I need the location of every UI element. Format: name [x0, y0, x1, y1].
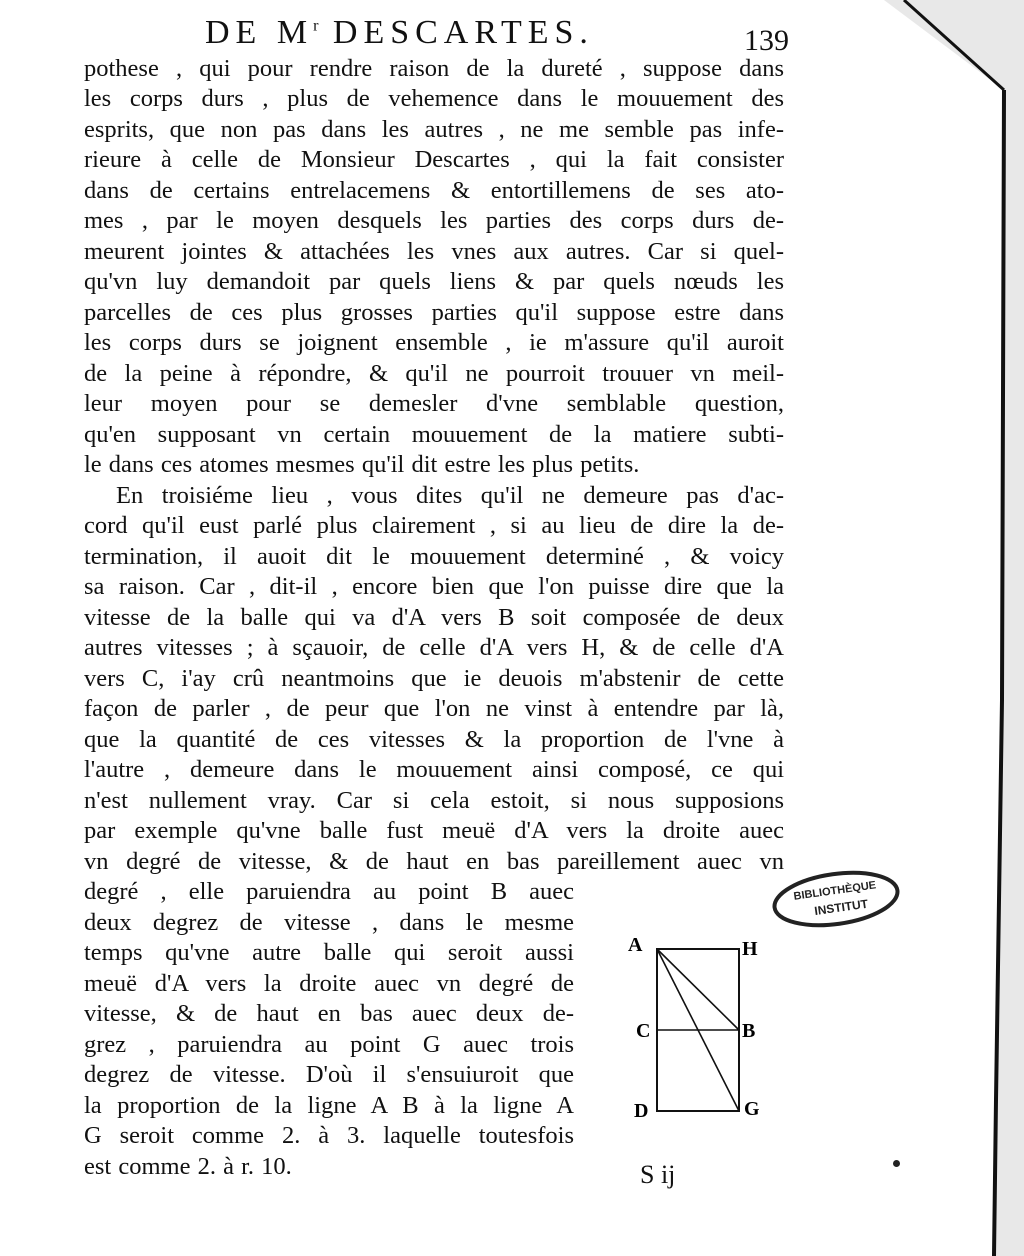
text-line: degré , elle paruiendra au point B auec	[84, 878, 574, 905]
figure-label-h: H	[742, 938, 758, 960]
text-line: sa raison. Car , dit-il , encore bien que l'on puisse dire que la	[84, 573, 784, 600]
text-line: qu'en supposant vn certain mouuement de la matiere subti-	[84, 421, 784, 448]
text-line: grez , paruiendra au point G auec trois	[84, 1031, 574, 1058]
text-line: façon de parler , de peur que l'on ne vinst à entendre par là,	[84, 695, 784, 722]
text-line: deux degrez de vitesse , dans le mesme	[84, 909, 574, 936]
text-line: degrez de vitesse. D'où il s'ensuiuroit que	[84, 1061, 574, 1088]
text-line: termination, il auoit dit le mouuement determiné , & voicy	[84, 543, 784, 570]
text-line: meuë d'A vers la droite auec vn degré de	[84, 970, 574, 997]
running-header	[0, 14, 1024, 57]
text-line: mes , par le moyen desquels les parties des corps durs de-	[84, 207, 784, 234]
text-line: par exemple qu'vne balle fust meuë d'A vers la droite auec	[84, 817, 784, 844]
text-line: la proportion de la ligne A B à la ligne A	[84, 1092, 574, 1119]
ink-dot	[893, 1160, 900, 1167]
stamp-line1: BIBLIOTHÈQUE	[792, 879, 877, 903]
text-line: En troisiéme lieu , vous dites qu'il ne demeure pas d'ac-	[116, 482, 784, 509]
figure-line-ab	[657, 949, 739, 1030]
header-title	[205, 14, 594, 52]
text-line: cord qu'il eust parlé plus clairement , si au lieu de dire la de-	[84, 512, 784, 539]
text-line: G seroit comme 2. à 3. laquelle toutesfois	[84, 1122, 574, 1149]
figure-label-d: D	[634, 1100, 649, 1122]
library-stamp	[770, 870, 902, 928]
signature-mark: S ij	[640, 1160, 676, 1189]
text-line: n'est nullement vray. Car si cela estoit, si nous supposions	[84, 787, 784, 814]
stamp-line2: INSTITUT	[813, 896, 869, 919]
text-line: que la quantité de ces vitesses & la proportion de l'vne à	[84, 726, 784, 753]
geometry-figure	[620, 925, 780, 1125]
text-line: les corps durs , plus de vehemence dans le mouuement des	[84, 85, 784, 112]
text-line: meurent jointes & attachées les vnes aux autres. Car si quel-	[84, 238, 784, 265]
page-edge-decoration	[884, 0, 1024, 1256]
figure-label-a: A	[628, 934, 643, 956]
figure-label-g: G	[744, 1098, 760, 1120]
text-line: leur moyen pour se demesler d'vne semblable question,	[84, 390, 784, 417]
page-number: 139	[744, 24, 789, 57]
text-line: qu'vn luy demandoit par quels liens & par quels nœuds les	[84, 268, 784, 295]
header-title-sup: r	[313, 17, 319, 35]
text-line: rieure à celle de Monsieur Descartes , qui la fait consister	[84, 146, 784, 173]
header-title-rest: DESCARTES.	[318, 14, 594, 51]
text-line: est comme 2. à r. 10.	[84, 1153, 292, 1180]
text-line: l'autre , demeure dans le mouuement ainsi composé, ce qui	[84, 756, 784, 783]
text-line: le dans ces atomes mesmes qu'il dit estre les plus petits.	[84, 451, 640, 478]
text-line: de la peine à répondre, & qu'il ne pourroit trouuer vn meil-	[84, 360, 784, 387]
text-line: vers C, i'ay crû neantmoins que ie deuois m'abstenir de cette	[84, 665, 784, 692]
text-line: esprits, que non pas dans les autres , ne me semble pas infe-	[84, 116, 784, 143]
text-line: les corps durs se joignent ensemble , ie m'assure qu'il auroit	[84, 329, 784, 356]
text-line: dans de certains entrelacemens & entortillemens de ses ato-	[84, 177, 784, 204]
figure-label-c: C	[636, 1020, 651, 1042]
text-line: vitesse, & de haut en bas auec deux de-	[84, 1000, 574, 1027]
text-line: vitesse de la balle qui va d'A vers B soit composée de deux	[84, 604, 784, 631]
text-line: parcelles de ces plus grosses parties qu'il suppose estre dans	[84, 299, 784, 326]
header-title-main: DE M	[205, 14, 314, 51]
text-line: autres vitesses ; à sçauoir, de celle d'A vers H, & de celle d'A	[84, 634, 784, 661]
text-line: vn degré de vitesse, & de haut en bas pareillement auec vn	[84, 848, 784, 875]
text-line: pothese , qui pour rendre raison de la dureté , suppose dans	[84, 55, 784, 82]
text-line: temps qu'vne autre balle qui seroit aussi	[84, 939, 574, 966]
figure-label-b: B	[742, 1020, 756, 1042]
